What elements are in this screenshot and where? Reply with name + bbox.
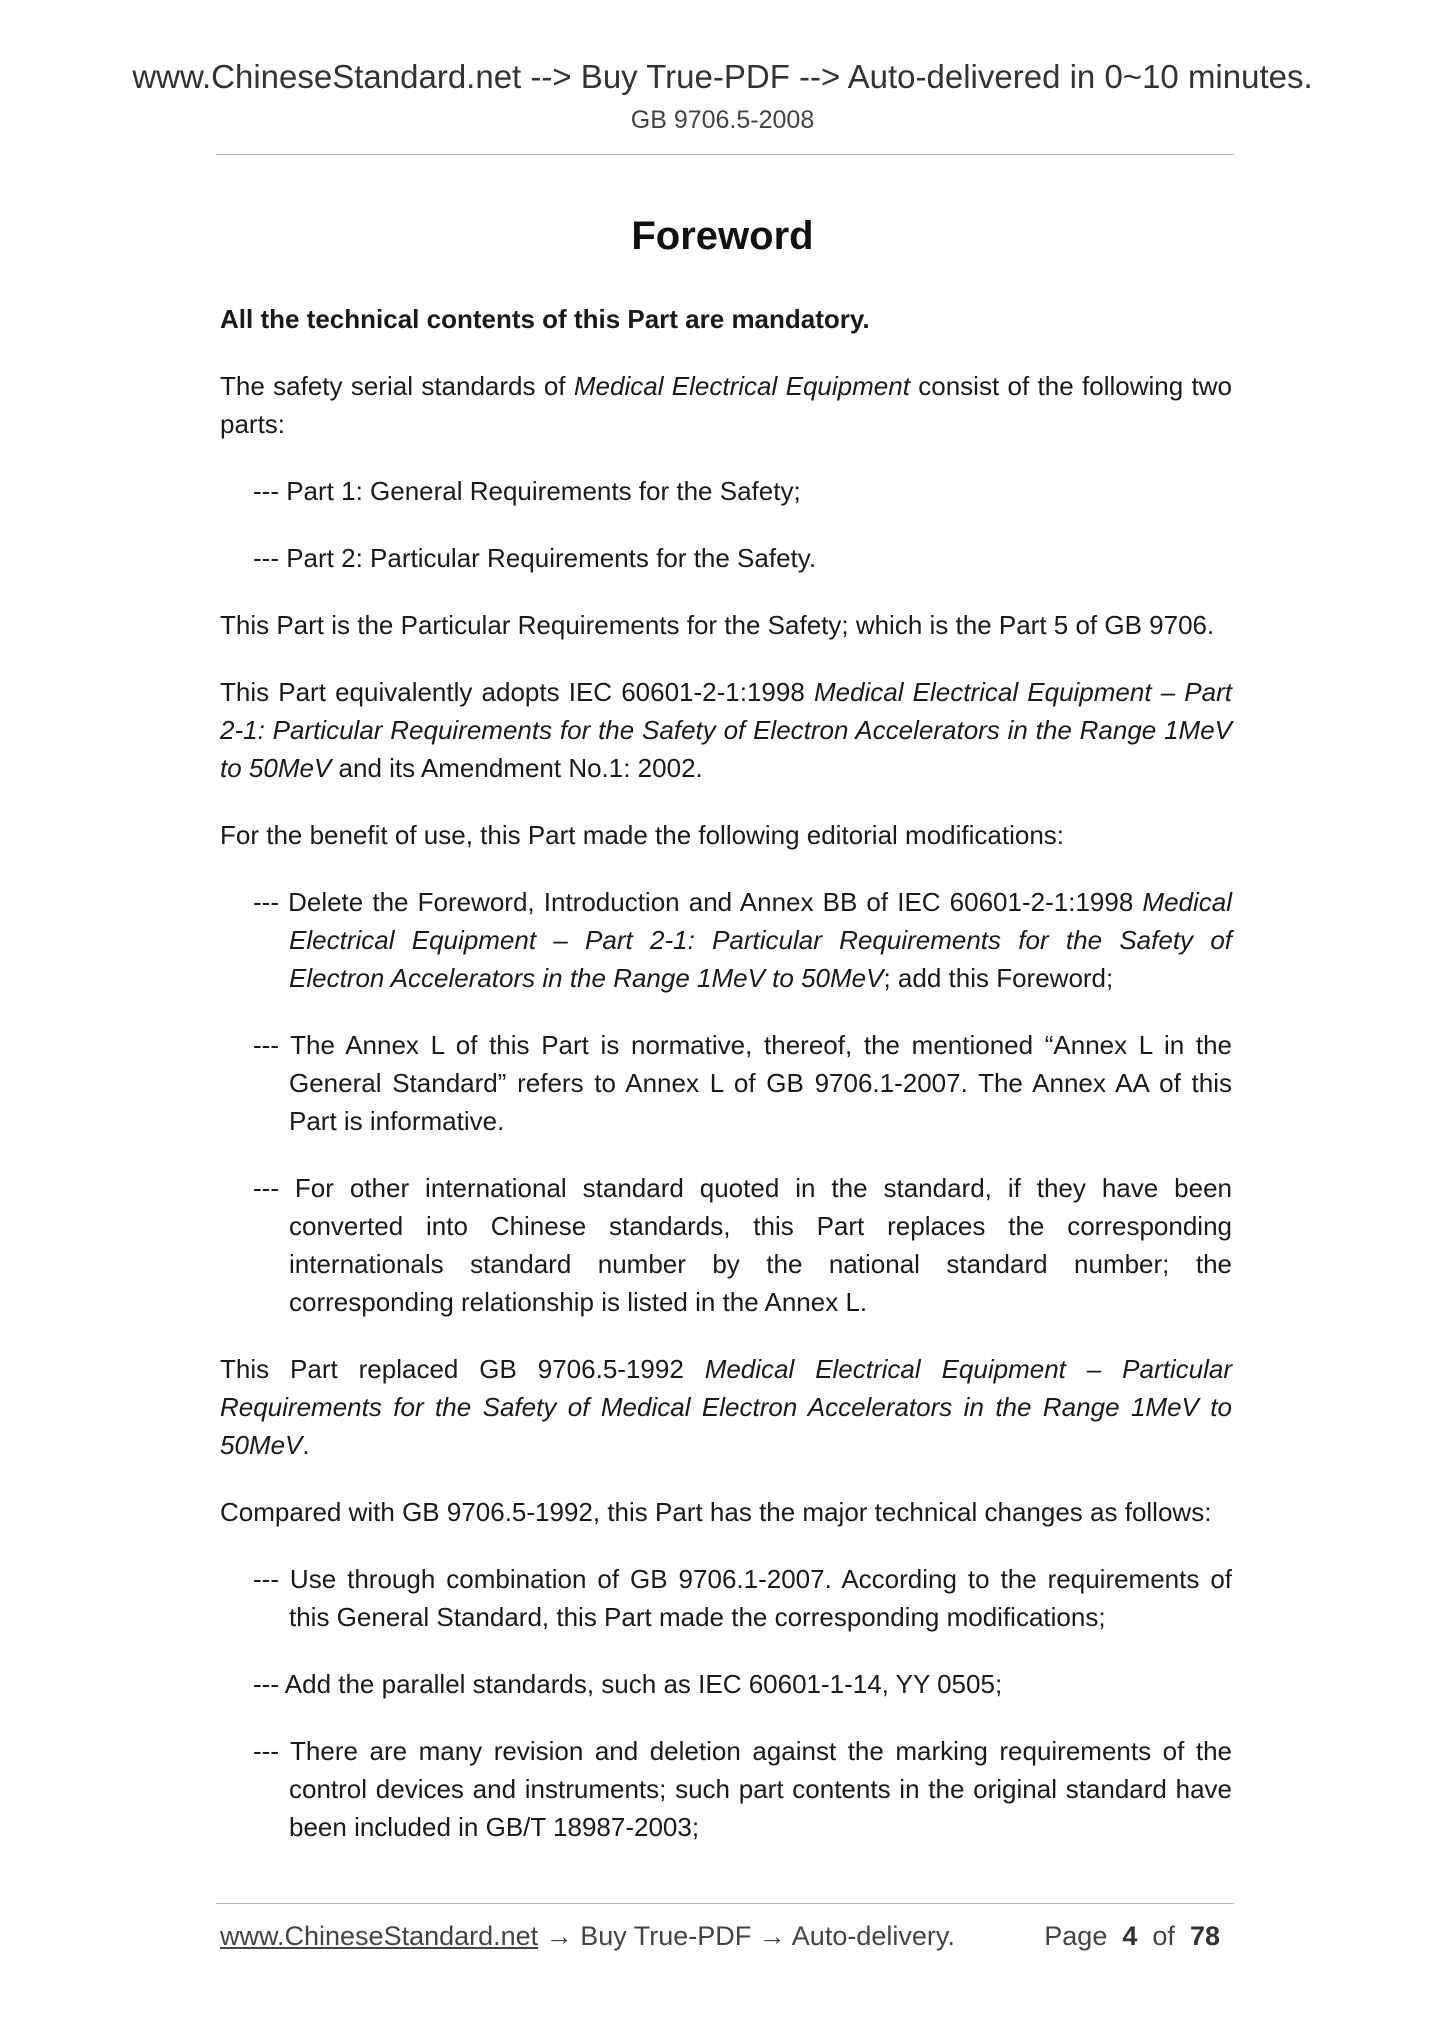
page-indicator — [1044, 1921, 1220, 1952]
list-item-mod3: --- For other international standard quoted in the standard, if they have been converted into Chinese standards, this Part replaces the corresponding internationals standard number by the national standard number; the corresponding relationship is listed in the Annex L. — [253, 1173, 1232, 1317]
paragraph-part5: This Part is the Particular Requirements for the Safety; which is the Part 5 of GB 9706. — [220, 610, 1215, 640]
paragraph-serial-standards — [220, 367, 1232, 443]
italic-title: Medical Electrical Equipment – Particular Requirements for the Safety of Medical Electron Accelerators in the Range 1MeV to 50MeV — [220, 1354, 1232, 1460]
text-run: . — [302, 1430, 310, 1460]
italic-title: Medical Electrical Equipment – Part 2-1: Particular Requirements for the Safety of Electron Accelerators in the Range 1MeV to 50MeV — [220, 677, 1232, 783]
list-item-part1: --- Part 1: General Requirements for the Safety; — [253, 476, 801, 506]
paragraph-editorial-modifications: For the benefit of use, this Part made the following editorial modifications: — [220, 820, 1064, 850]
page-number: 4 — [1122, 1921, 1138, 1951]
italic-title: Medical Electrical Equipment – Part 2-1: Particular Requirements for the Safety of Electron Accelerators in the Range 1MeV to 50MeV — [289, 887, 1232, 993]
paragraph-replaced — [220, 1350, 1232, 1464]
footer-buy-text: Buy True-PDF — [580, 1921, 752, 1951]
paragraph-changes-intro: Compared with GB 9706.5-1992, this Part has the major technical changes as follows: — [220, 1497, 1212, 1527]
list-item-mod1 — [220, 883, 1232, 997]
text-run: This Part equivalently adopts IEC 60601-2-1:1998 — [220, 677, 814, 707]
mandatory-statement: All the technical contents of this Part are mandatory. — [220, 304, 870, 334]
paragraph-adopts-iec — [220, 673, 1232, 787]
text-run: and its Amendment No.1: 2002. — [331, 753, 703, 783]
italic-title: Medical Electrical Equipment — [573, 371, 910, 401]
page-title: Foreword — [631, 214, 814, 258]
list-item-change2: --- Add the parallel standards, such as IEC 60601-1-14, YY 0505; — [253, 1669, 1003, 1699]
text-run: consist of the following two parts: — [220, 371, 1232, 439]
footer-divider — [216, 1903, 1234, 1904]
list-item-mod2: --- The Annex L of this Part is normative, thereof, the mentioned “Annex L in the General Standard” refers to Annex L of GB 9706.1-2007. The Annex AA of this Part is informative. — [253, 1030, 1232, 1136]
text-run: The safety serial standards of — [220, 371, 574, 401]
document-body — [220, 300, 1232, 1846]
list-item-change1: --- Use through combination of GB 9706.1-2007. According to the requirements of this General Standard, this Part made the corresponding modifications; — [253, 1564, 1232, 1632]
text-run: --- Delete the Foreword, Introduction and Annex BB of IEC 60601-2-1:1998 — [253, 887, 1143, 917]
list-item-part2: --- Part 2: Particular Requirements for the Safety. — [253, 543, 817, 573]
standard-code: GB 9706.5-2008 — [630, 106, 815, 134]
header-divider — [216, 154, 1234, 155]
text-run: ; add this Foreword; — [883, 963, 1114, 993]
header-banner: www.ChineseStandard.net --> Buy True-PDF --> Auto-delivered in 0~10 minutes. — [132, 58, 1313, 95]
of-label: of — [1152, 1921, 1175, 1951]
text-run: This Part replaced GB 9706.5-1992 — [220, 1354, 705, 1384]
footer-auto-text: Auto-delivery. — [791, 1921, 955, 1951]
arrow-icon: → — [758, 1921, 786, 1951]
list-item-change3: --- There are many revision and deletion against the marking requirements of the control devices and instruments; such part contents in the original standard have been included in GB/T 18987-2003; — [253, 1736, 1232, 1842]
page-total: 78 — [1189, 1921, 1220, 1951]
page-label: Page — [1044, 1921, 1108, 1951]
arrow-icon: → — [545, 1921, 573, 1951]
footer-links — [220, 1921, 955, 1952]
footer-site-link[interactable]: www.ChineseStandard.net — [220, 1921, 539, 1951]
